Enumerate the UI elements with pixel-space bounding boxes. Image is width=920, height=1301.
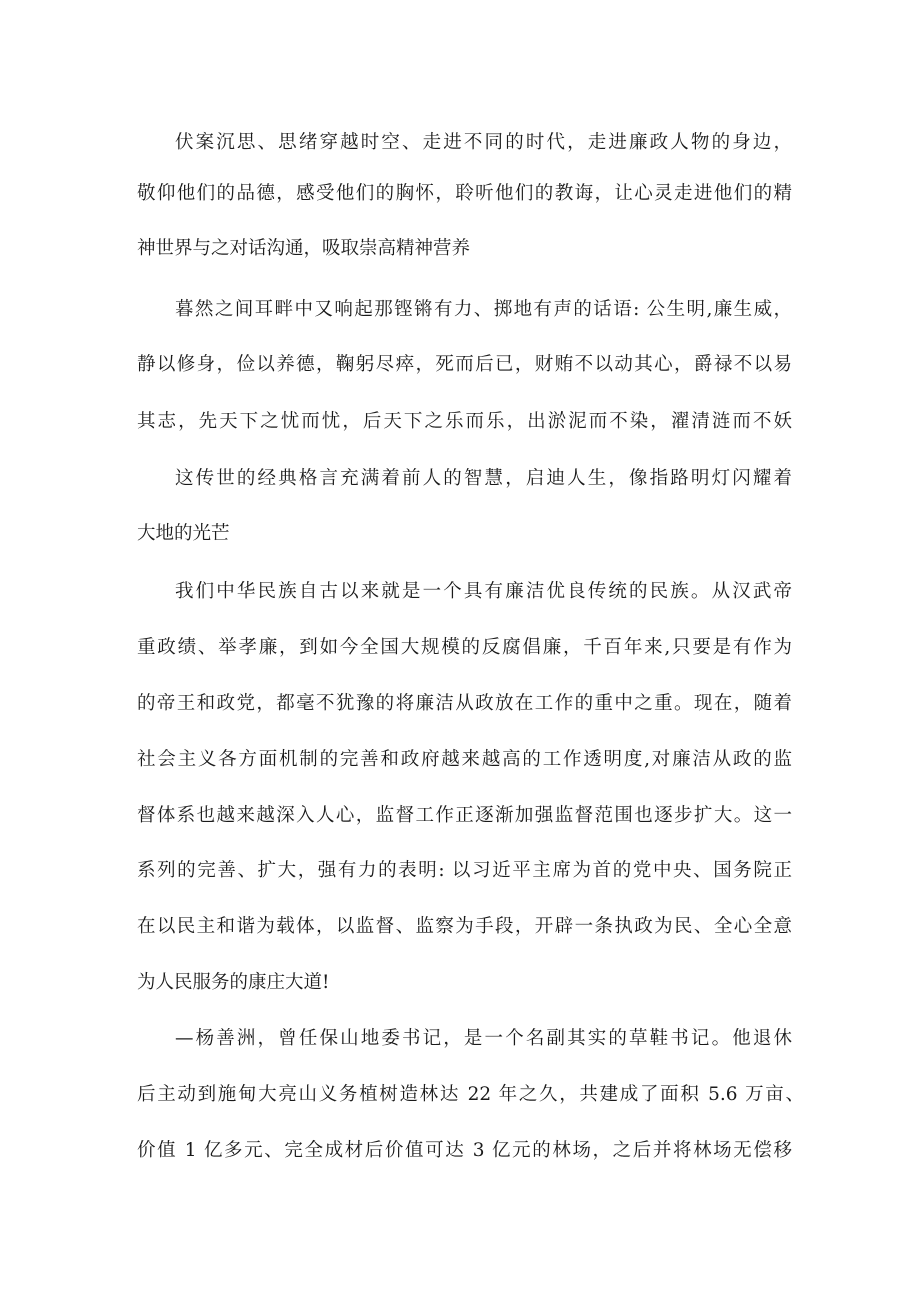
paragraph-4-line-3: 的帝王和政党，都毫不犹豫的将廉洁从政放在工作的重中之重。现在，随着 (137, 693, 792, 714)
paragraph-2-line-3: 其志，先天下之忧而忧，后天下之乐而乐，出淤泥而不染，濯清涟而不妖 (137, 411, 792, 432)
paragraph-4-line-4: 社会主义各方面机制的完善和政府越来越高的工作透明度,对廉洁从政的监 (137, 749, 792, 770)
paragraph-4-line-6: 系列的完善、扩大，强有力的表明: 以习近平主席为首的党中央、国务院正 (137, 860, 792, 881)
paragraph-3-line-1: 这传世的经典格言充满着前人的智慧，启迪人生，像指路明灯闪耀着 (175, 468, 792, 489)
paragraph-1-line-1: 伏案沉思、思绪穿越时空、走进不同的时代，走进廉政人物的身边， (175, 132, 792, 153)
paragraph-1-line-2: 敬仰他们的品德，感受他们的胸怀，聆听他们的教诲，让心灵走进他们的精 (137, 183, 792, 204)
paragraph-4-line-7: 在以民主和谐为载体，以监督、监察为手段，开辟一条执政为民、全心全意 (137, 916, 792, 937)
paragraph-2-line-1: 暮然之间耳畔中又响起那铿锵有力、掷地有声的话语: 公生明,廉生威， (175, 299, 792, 320)
paragraph-5-line-3: 价值 1 亿多元、完全成材后价值可达 3 亿元的林场，之后并将林场无偿移 (137, 1140, 792, 1161)
paragraph-3-line-2: 大地的光芒 (137, 523, 230, 544)
paragraph-5-line-2: 后主动到施甸大亮山义务植树造林达 22 年之久，共建成了面积 5.6 万亩、 (137, 1084, 804, 1105)
paragraph-4-line-5: 督体系也越来越深入人心，监督工作正逐渐加强监督范围也逐步扩大。这一 (137, 805, 792, 826)
paragraph-2-line-2: 静以修身，俭以养德，鞠躬尽瘁，死而后已，财贿不以动其心，爵禄不以易 (137, 354, 792, 375)
paragraph-4-line-2: 重政绩、举孝廉，到如今全国大规模的反腐倡廉，千百年来,只要是有作为 (137, 637, 792, 658)
paragraph-5-line-1: —杨善洲，曾任保山地委书记，是一个名副其实的草鞋书记。他退休 (175, 1028, 792, 1049)
paragraph-4-line-1: 我们中华民族自古以来就是一个具有廉洁优良传统的民族。从汉武帝 (175, 581, 792, 602)
paragraph-1-line-3: 神世界与之对话沟通，吸取崇高精神营养 (137, 238, 471, 259)
paragraph-4-line-8: 为人民服务的康庄大道! (137, 972, 330, 993)
